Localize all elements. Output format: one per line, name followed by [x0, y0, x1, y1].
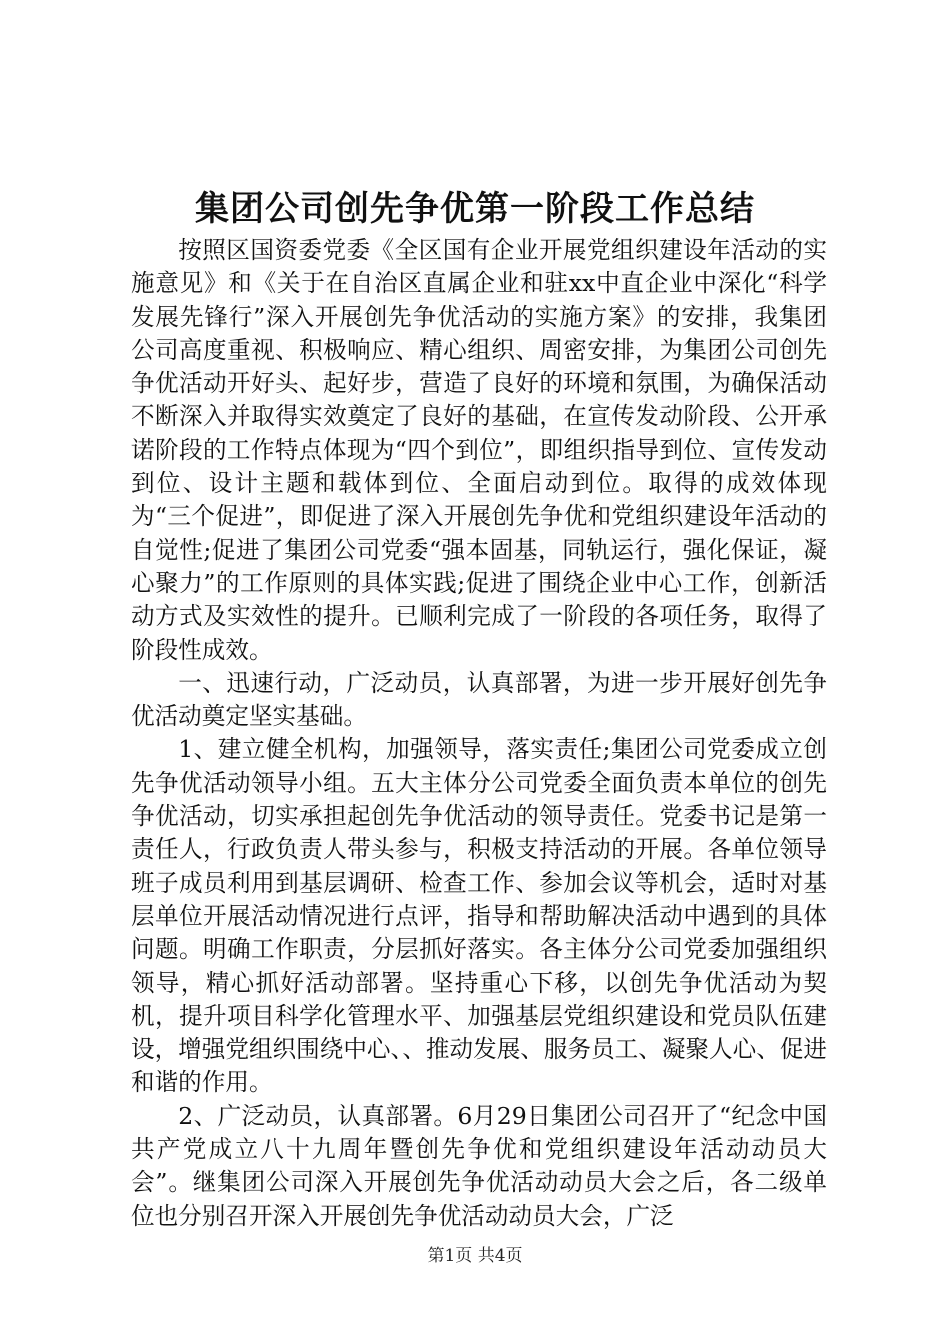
paragraph-intro: 按照区国资委党委《全区国有企业开展党组织建设年活动的实施意见》和《关于在自治区直属企业和驻xx中直企业中深化“科学发展先锋行”深入开展创先争优活动的实施方案》的安排，我集团公司高度重视、积极响应、精心组织、周密安排，为集团公司创先争优活动开好头、起好步，营造了良好的环境和氛围，为确保活动不断深入并取得实效奠定了良好的基础，在宣传发动阶段、公开承诺阶段的工作特点体现为“四个到位”，即组织指导到位、宣传发动到位、设计主题和载体到位、全面启动到位。取得的成效体现为“三个促进”，即促进了深入开展创先争优和党组织建设年活动的自觉性;促进了集团公司党委“强本固基，同轨运行，强化保证，凝心聚力”的工作原则的具体实践;促进了围绕企业中心工作，创新活动方式及实效性的提升。已顺利完成了一阶段的各项任务，取得了阶段性成效。	[131, 236, 827, 664]
document-title: 集团公司创先争优第一阶段工作总结	[195, 189, 755, 229]
paragraph-section-1-heading: 一、迅速行动，广泛动员，认真部署，为进一步开展好创先争优活动奠定坚实基础。	[131, 668, 827, 731]
page-number-footer: 第1页 共4页	[427, 1246, 523, 1266]
document-body	[131, 234, 827, 1233]
paragraph-item-2: 2、广泛动员，认真部署。6月29日集团公司召开了“纪念中国共产党成立八十九周年暨创先争优和党组织建设年活动动员大会”。继集团公司深入开展创先争优活动动员大会之后，各二级单位也分别召开深入开展创先争优活动动员大会，广泛	[131, 1101, 827, 1230]
paragraph-item-1: 1、建立健全机构，加强领导，落实责任;集团公司党委成立创先争优活动领导小组。五大主体分公司党委全面负责本单位的创先争优活动，切实承担起创先争优活动的领导责任。党委书记是第一责任人，行政负责人带头参与，积极支持活动的开展。各单位领导班子成员利用到基层调研、检查工作、参加会议等机会，适时对基层单位开展活动情况进行点评，指导和帮助解决活动中遇到的具体问题。明确工作职责，分层抓好落实。各主体分公司党委加强组织领导，精心抓好活动部署。坚持重心下移，以创先争优活动为契机，提升项目科学化管理水平、加强基层党组织建设和党员队伍建设，增强党组织围绕中心、、推动发展、服务员工、凝聚人心、促进和谐的作用。	[131, 735, 828, 1097]
